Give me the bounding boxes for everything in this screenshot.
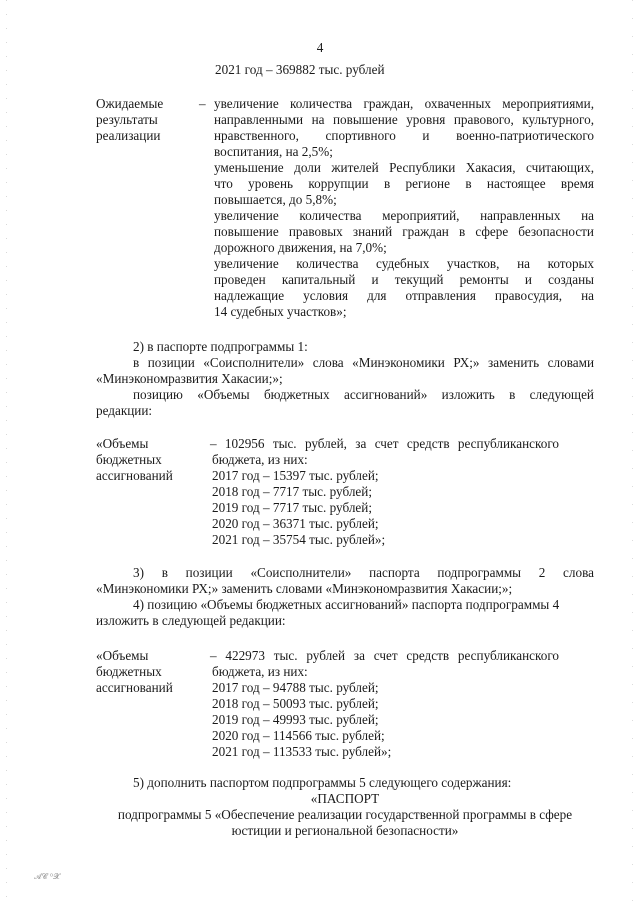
right-scan-edge bbox=[632, 0, 633, 905]
section2-line: «Минэкономразвития Хакасии;»; bbox=[96, 371, 283, 386]
expected-line: 14 судебных участков»; bbox=[214, 304, 347, 319]
budget2-line: 2020 год – 114566 тыс. рублей; bbox=[212, 728, 385, 743]
passport-subtitle-2: юстиции и региональной безопасности» bbox=[231, 823, 459, 838]
budget1-line: бюджета, из них: bbox=[212, 452, 308, 467]
page-number: 4 bbox=[316, 40, 324, 55]
budget2-label-3: ассигнований bbox=[96, 680, 173, 695]
expected-line: увеличение количества граждан, охваченных мероприятиями, bbox=[214, 96, 594, 111]
section4-line: изложить в следующей редакции: bbox=[96, 613, 286, 628]
expected-line: воспитания, на 2,5%; bbox=[214, 144, 333, 159]
section2-heading: 2) в паспорте подпрограммы 1: bbox=[133, 339, 308, 354]
budget1-line: 2017 год – 15397 тыс. рублей; bbox=[212, 468, 379, 483]
passport-subtitle-1: подпрограммы 5 «Обеспечение реализации государственной программы в сфере bbox=[117, 807, 573, 822]
expected-line: что уровень коррупции в регионе в настоящее время bbox=[214, 176, 594, 191]
section3-line: «Минэкономики РХ;» заменить словами «Минэкономразвития Хакасии;»; bbox=[96, 581, 513, 596]
expected-line: надлежащие условия для отправления правосудия, на bbox=[214, 288, 594, 303]
expected-label-1: Ожидаемые bbox=[96, 96, 164, 111]
passport-title: «ПАСПОРТ bbox=[310, 791, 380, 806]
budget1-line: 2019 год – 7717 тыс. рублей; bbox=[212, 500, 372, 515]
budget2-line: 2021 год – 113533 тыс. рублей»; bbox=[212, 744, 392, 759]
budget2-line: – 422973 тыс. рублей за счет средств республиканского bbox=[210, 648, 559, 663]
scan-artifact-mark: 𝓐𝓒 ⁰𝓧 bbox=[34, 872, 60, 881]
expected-line: уменьшение доли жителей Республики Хакасия, считающих, bbox=[214, 160, 594, 175]
budget1-line: 2020 год – 36371 тыс. рублей; bbox=[212, 516, 379, 531]
left-scan-edge bbox=[6, 0, 7, 905]
budget2-label-1: «Объемы bbox=[96, 648, 149, 663]
budget2-line: 2017 год – 94788 тыс. рублей; bbox=[212, 680, 379, 695]
expected-line: дорожного движения, на 7,0%; bbox=[214, 240, 387, 255]
budget1-line: 2021 год – 35754 тыс. рублей»; bbox=[212, 532, 386, 547]
section5-intro: 5) дополнить паспортом подпрограммы 5 следующего содержания: bbox=[133, 775, 512, 790]
section2-line: позицию «Объемы бюджетных ассигнований» изложить в следующей bbox=[133, 387, 594, 402]
expected-dash: – bbox=[199, 96, 206, 111]
section2-line: в позиции «Соисполнители» слова «Минэкономики РХ;» заменить словами bbox=[133, 355, 594, 370]
expected-line: повышение правовых знаний граждан в сфере безопасности bbox=[214, 224, 594, 239]
expected-line: повышается, до 5,8%; bbox=[214, 192, 337, 207]
budget1-line: – 102956 тыс. рублей, за счет средств республиканского bbox=[210, 436, 559, 451]
expected-label-3: реализации bbox=[96, 128, 161, 143]
budget2-line: 2019 год – 49993 тыс. рублей; bbox=[212, 712, 379, 727]
expected-line: направленными на повышение уровня правового, культурного, bbox=[214, 112, 594, 127]
top-budget-line: 2021 год – 369882 тыс. рублей bbox=[215, 62, 385, 77]
expected-line: увеличение количества мероприятий, направленных на bbox=[214, 208, 594, 223]
expected-label-2: результаты bbox=[96, 112, 158, 127]
expected-line: проведен капитальный и текущий ремонты и созданы bbox=[214, 272, 594, 287]
section2-line: редакции: bbox=[96, 403, 153, 418]
expected-line: увеличение количества судебных участков, на которых bbox=[214, 256, 594, 271]
expected-line: нравственного, спортивного и военно-патриотического bbox=[214, 128, 594, 143]
budget2-line: 2018 год – 50093 тыс. рублей; bbox=[212, 696, 379, 711]
budget1-label-2: бюджетных bbox=[96, 452, 162, 467]
section4-line: 4) позицию «Объемы бюджетных ассигнований» паспорта подпрограммы 4 bbox=[133, 597, 560, 612]
budget2-line: бюджета, из них: bbox=[212, 664, 308, 679]
budget2-label-2: бюджетных bbox=[96, 664, 162, 679]
budget1-label-1: «Объемы bbox=[96, 436, 149, 451]
budget1-label-3: ассигнований bbox=[96, 468, 173, 483]
budget1-line: 2018 год – 7717 тыс. рублей; bbox=[212, 484, 372, 499]
section3-line: 3) в позиции «Соисполнители» паспорта подпрограммы 2 слова bbox=[133, 565, 594, 580]
